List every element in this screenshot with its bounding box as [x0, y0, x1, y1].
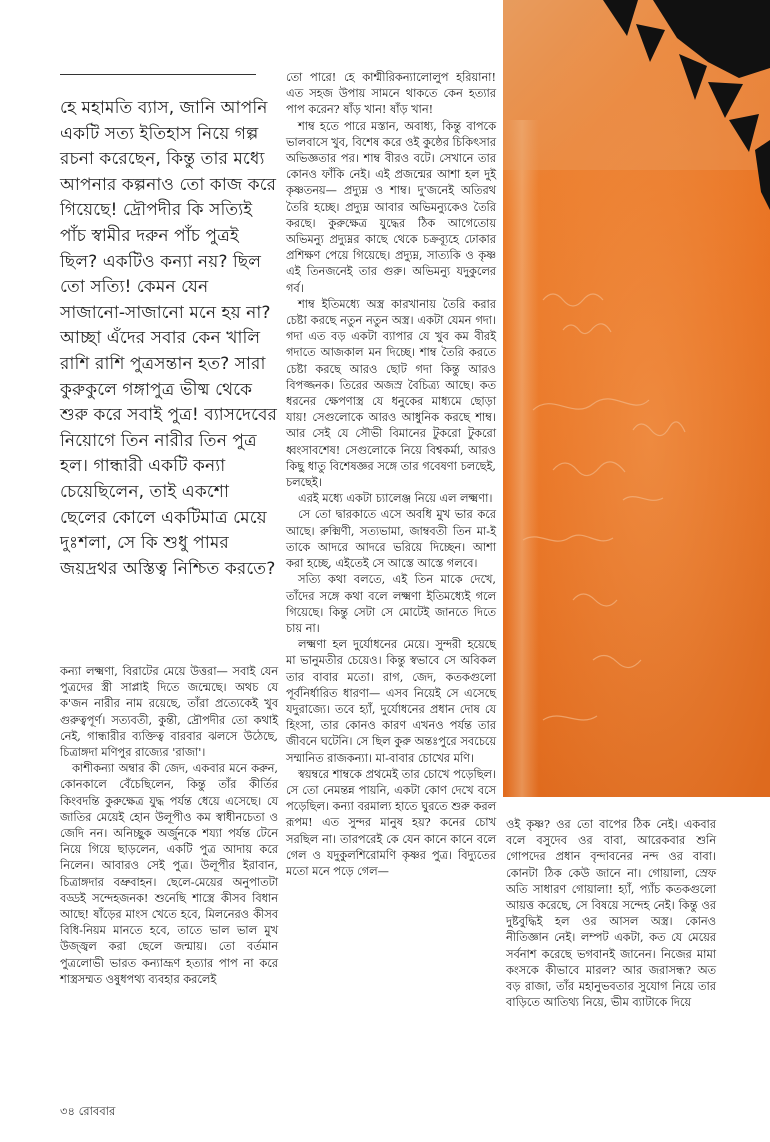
paragraph: কাশীকন্যা অম্বার কী জেদ, একবার মনে করুন, কোনকালে বেঁচেছিলেন, কিন্তু তাঁর কীর্তির কিংবদন্তি কুরুক্ষেত্র যুদ্ধ পর্যন্ত ধেয়ে এসেছে। যে জাতির মেয়েই হোন উলূপীও কম স্বাধীনচেতা ও জেদি নন। অনিচ্ছুক অর্জুনকে শয্যা পর্যন্ত টেনে নিয়ে গিয়ে ছাড়লেন, একটি পুত্র আদায় করে নিলেন। আবারও সেই পুত্র। উলূপীর ইরাবান, চিত্রাঙ্গদার বভ্রুবাহন। ছেলে-মেয়ের অনুপাতটা বড্ডই সন্দেহজনক! শুনেছি শাস্ত্রে কীসব বিধান আছে! ষাঁড়ের মাংস খেতে হবে, মিলনেরও কীসব বিধি-নিয়ম মানতে হবে, তাতে ভাল ভাল মুখ উজ্জ্বল করা ছেলে জন্মায়। তো বর্তমান পুত্রলোভী ভারত কন্যাভ্রূণ হত্যার পাপ না করে শাস্ত্রসম্মত ওষুধপথ্য ব্যবহার করলেই: [60, 762, 278, 986]
pull-quote-rule: [60, 74, 256, 75]
paragraph: ওই কৃষ্ণ? ওর তো বাপের ঠিক নেই। একবার বলে বসুদেব ওর বাবা, আরেকবার শুনি গোপদের প্রধান বৃন্দাবনের নন্দ ওর বাবা। কোনটা ঠিক কেউ জানে না। গোয়ালা, স্রেফ অতি সাধারণ গোয়ালা! হ্যাঁ, প্যাঁচ কতকগুলো আয়ত্ত করেছে, সে বিষয়ে সন্দেহ নেই। কিন্তু ওর দুষ্টবুদ্ধিই হল ওর আসল অস্ত্র। কোনও নীতিজ্ঞান নেই। লম্পট একটা, কত যে মেয়ের সর্বনাশ করেছে ভগবানই জানেন। নিজের মামা কংসকে কীভাবে মারল? আর জরাসন্ধ? অত বড় রাজা, তাঁর মহানুভবতার সুযোগ নিয়ে তার বাড়িতে আতিথ্য নিয়ে, ভীম ব্যাটাকে দিয়ে: [506, 818, 716, 1010]
pull-quote: হে মহামতি ব্যাস, জানি আপনি একটি সত্য ইতিহাস নিয়ে গল্প রচনা করেছেন, কিন্তু তার মধ্যে আপনার কল্পনাও তো কাজ করে গিয়েছে! দ্রৌপদীর কি সত্যিই পাঁচ স্বামীর দরুন পাঁচ পুত্রই ছিল? একটিও কন্যা নয়? ছিল তো সত্যি! কেমন যেন সাজানো-সাজানো মনে হয় না? আচ্ছা এঁদের সবার কেন খালি রাশি রাশি পুত্রসন্তান হত? সারা কুরুকুলে গঙ্গাপুত্র ভীষ্ম থেকে শুরু করে সবাই পুত্র! ব্যাসদেবের নিয়োগে তিন নারীর তিন পুত্র হল। গান্ধারী একটি কন্যা চেয়েছিলেন, তাই একশো ছেলের কোলে একটিমাত্র মেয়ে দুঃশলা, সে কি শুধু পামর জয়দ্রথর অস্তিত্ব নিশ্চিত করতে?: [60, 98, 278, 579]
illustration-painting: [503, 0, 770, 797]
paragraph: তো পারে! হে কাশ্মীরিকন্যালোলুপ হরিয়ানা! এত সহজ উপায় সামনে থাকতে কেন হত্যার পাপ করেন? ষাঁড় খান! ষাঁড় খান!: [286, 71, 496, 117]
paragraph: এরই মধ্যে একটা চ্যালেঞ্জ নিয়ে এল লক্ষ্মণা।: [298, 492, 493, 506]
paragraph: কন্যা লক্ষ্মণা, বিরাটের মেয়ে উত্তরা— সবাই যেন পুত্রদের স্ত্রী সাপ্লাই দিতে জন্মেছে। অথচ যে ক'জন নারীর নাম রয়েছে, তাঁরা প্রত্যেকেই খুব গুরুত্বপূর্ণ। সত্যবতী, কুন্তী, দ্রৌপদীর তো কথাই নেই, গান্ধারীর ব্যক্তিত্ব বারবার ঝলসে উঠেছে, চিত্রাঙ্গদা মণিপুর রাজ্যের 'রাজা'।: [60, 665, 278, 760]
article-column-1: [60, 664, 278, 988]
page-folio: ৩৪ রোববার: [60, 1104, 116, 1118]
paragraph: সত্যি কথা বলতে, এই তিন মাকে দেখে, তাঁদের সঙ্গে কথা বলে লক্ষ্মণা ইতিমধ্যেই গলে গিয়েছে। কিন্তু সেটা সে মোটেই জানতে দিতে চায় না।: [286, 573, 496, 635]
paragraph: স্বয়ম্বরে শাম্বকে প্রথমেই তার চোখে পড়েছিল। সে তো নেমন্তন্ন পায়নি, একটা কোণ দেখে বসে পড়েছিল। কন্যা বরমাল্য হাতে ঘুরতে শুরু করল রূপম! এত সুন্দর মানুষ হয়? কনের চোখ সরছিল না। তারপরেই কে যেন কানে কানে বলে গেল ও যদুকুলশিরোমণি কৃষ্ণর পুত্র। বিদ্যুতের মতো মনে পড়ে গেল—: [286, 767, 496, 878]
article-column-2: [286, 70, 496, 880]
article-column-3: [506, 817, 716, 1011]
painting-svg: [503, 0, 770, 797]
paragraph: শাম্ব ইতিমধ্যে অস্ত্র কারখানায় তৈরি করার চেষ্টা করছে নতুন নতুন অস্ত্র। একটা যেমন গদা। গদা এত বড় একটা ব্যাপার যে খুব কম বীরই গদাতে আজকাল মন দিচ্ছে। শাম্ব তৈরি করতে চেষ্টা করছে আরও ছোট গদা কিন্তু আরও বিপজ্জনক। তিরের অজস্র বৈচিত্র্য আছে। কত ধরনের ক্ষেপণাস্ত্র যে ধনুকের মাধ্যমে ছোড়া যায়! সেগুলোকে আরও আধুনিক করছে শাম্ব। আর সেই যে সৌভী বিমানের টুকরো টুকরো ধ্বংসাবশেষ! সেগুলোকে নিয়ে বিশ্বকর্মা, আরও কিছু ধাতু বিশেষজ্ঞর সঙ্গে তার গবেষণা চলছেই, চলছেই।: [286, 297, 496, 490]
paragraph: শাম্ব হতে পারে মস্তান, অবাধ্য, কিন্তু বাপকে ভালবাসে খুব, বিশেষ করে ওই কুষ্ঠের চিকিৎসার অভিজ্ঞতার পর। শাম্ব বীরও বটে। সেখানে তার কোনও ফাঁকি নেই। এই প্রজন্মের আশা হল দুই কৃষ্ণতনয়— প্রদ্যুম্ন ও শাম্ব। দু'জনেই অতিরথ তৈরি হচ্ছে। প্রদ্যুম্ন আবার অভিমন্যুকেও তৈরি করছে। কুরুক্ষেত্র যুদ্ধের ঠিক আগেতোয় অভিমন্যু প্রদ্যুম্নর কাছে থেকে চক্রব্যূহে ঢোকার প্রশিক্ষণ পেয়ে গিয়েছে। প্রদ্যুম্ন, সাত্যকি ও কৃষ্ণ এই তিনজনেই তার গুরু। অভিমন্যু যদুকুলের গর্ব।: [286, 119, 496, 295]
paragraph: লক্ষ্মণা হল দুর্যোধনের মেয়ে। সুন্দরী হয়েছে মা ভানুমতীর চেয়েও। কিন্তু স্বভাবে সে অবিকল তার বাবার মতো। রাগ, জেদ, কতকগুলো পূর্বনির্ধারিত ধারণা— এসব নিয়েই সে এসেছে যদুরাজ্যে। তবে হ্যাঁ, দুর্যোধনের প্রধান দোষ যে হিংসা, তার কোনও কারণ এখনও পর্যন্ত তার জীবনে ঘটেনি। সে ছিল কুরু অন্তঃপুরে সবচেয়ে সম্মানিত রাজকন্যা। মা-বাবার চোখের মণি।: [286, 638, 496, 765]
paragraph: সে তো দ্বারকাতে এসে অবধি মুখ ভার করে আছে। রুক্মিণী, সত্যভামা, জাম্ববতী তিন মা-ই তাকে আদরে আদরে ভরিয়ে দিচ্ছেন। আশা করা হচ্ছে, এইতেই সে আস্তে আস্তে গলবে।: [286, 508, 496, 571]
